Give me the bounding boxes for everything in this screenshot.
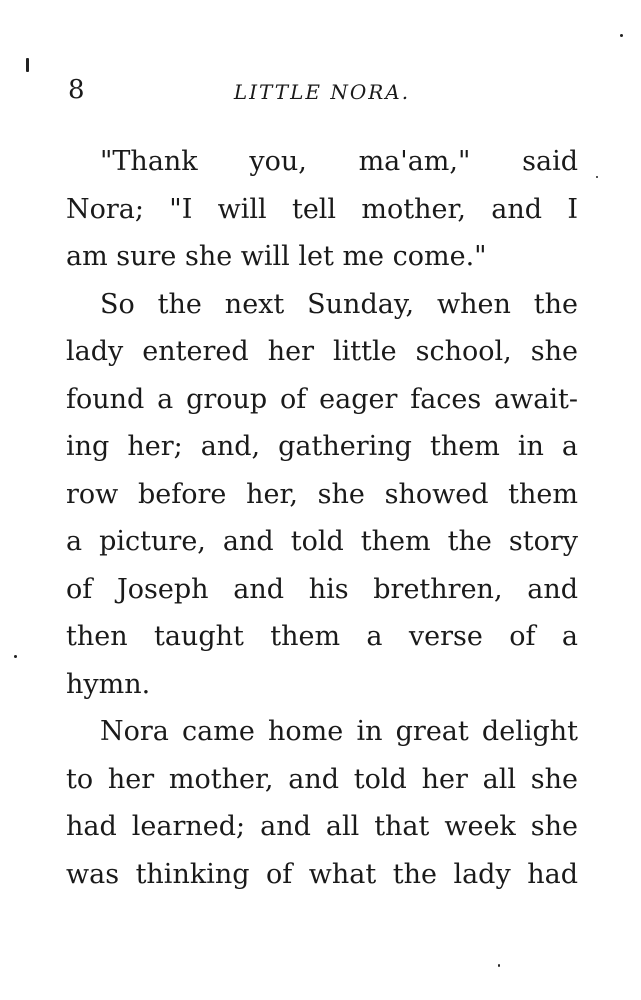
- text-line: So the next Sunday, when the: [100, 288, 578, 320]
- text-line: row before her, she showed them: [66, 478, 578, 510]
- running-title: LITTLE NORA.: [233, 80, 411, 104]
- text-line: found a group of eager faces await-: [66, 383, 578, 415]
- text-line: lady entered her little school, she: [66, 336, 578, 367]
- text-line: hymn.: [66, 668, 151, 700]
- text-line: ing her; and, gathering them in a: [66, 431, 578, 462]
- text-line: a picture, and told them the story: [66, 526, 578, 557]
- page-header: [68, 72, 576, 108]
- body-text: [66, 138, 578, 898]
- text-line: had learned; and all that week she: [66, 811, 578, 842]
- page-number: 8: [68, 75, 85, 105]
- text-line: to her mother, and told her all she: [66, 763, 578, 795]
- scan-speck: [26, 58, 29, 72]
- scan-speck: [620, 34, 623, 37]
- scan-speck: [14, 655, 17, 658]
- scan-speck: [498, 964, 500, 967]
- text-line: am sure she will let me come.": [66, 241, 487, 272]
- text-line: was thinking of what the lady had: [66, 858, 578, 890]
- text-line: Nora came home in great delight: [100, 716, 578, 747]
- text-line: Nora; "I will tell mother, and I: [66, 193, 578, 225]
- scan-speck: [596, 176, 598, 178]
- text-line: of Joseph and his brethren, and: [66, 573, 578, 605]
- text-line: "Thank you, ma'am," said: [100, 146, 578, 177]
- text-line: then taught them a verse of a: [66, 621, 578, 652]
